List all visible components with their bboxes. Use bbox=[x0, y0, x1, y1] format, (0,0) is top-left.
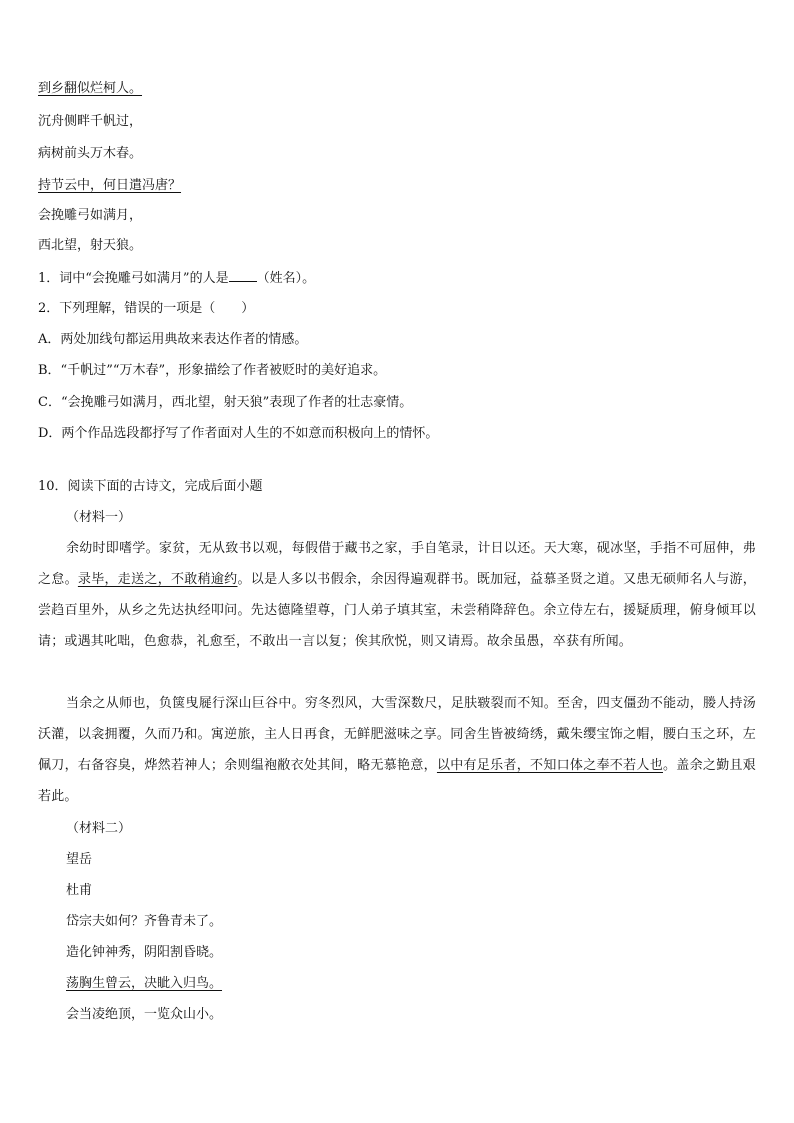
poem-line: 荡胸生曾云，决眦入归鸟。 bbox=[66, 976, 223, 991]
poem-line: 沉舟侧畔千帆过， bbox=[38, 114, 143, 129]
passage-text: 。以是人多以书假余，余因得遍观群书。既加冠，益慕圣贤之道。又患无硕师名人与游，尝趋百里外，从乡之先达执经叩问。先达德隆望尊，门人弟子填其室，未尝稍降辞色。余立侍左右，援疑质理，俯身倾耳以请；或遇其叱咄，色愈恭，礼愈至，不敢出一言以复；俟其欣悦，则又请焉。故余虽愚，卒获有所闻。 bbox=[38, 572, 756, 649]
passage-text: 。盖余之勤且艰若此。 bbox=[38, 758, 756, 804]
poem-line: 会当凌绝顶，一览众山小。 bbox=[66, 1007, 223, 1022]
question-1-suffix: （姓名）。 bbox=[256, 271, 316, 286]
poem-line: 西北望，射天狼。 bbox=[38, 238, 143, 253]
question-1-text: 1．词中“会挽雕弓如满月”的人是 bbox=[38, 271, 229, 286]
poem-author: 杜甫 bbox=[66, 883, 93, 898]
poem-line: 岱宗夫如何？齐鲁青未了。 bbox=[66, 914, 223, 929]
passage-paragraph-1 bbox=[38, 533, 756, 657]
answer-blank bbox=[229, 269, 257, 282]
question-2-stem: 2．下列理解，错误的一项是（ ） bbox=[38, 301, 255, 316]
poem-title: 望岳 bbox=[66, 852, 93, 867]
poem-line: 到乡翻似烂柯人。 bbox=[38, 81, 143, 96]
question-1 bbox=[38, 269, 315, 288]
material-2-label: （材料二） bbox=[66, 821, 132, 836]
poem-line: 造化钟神秀，阴阳割昏晓。 bbox=[66, 945, 223, 960]
passage-text: 当余之从师也，负箧曳屣行深山巨谷中。穷冬烈风，大雪深数尺，足肤皲裂而不知。至舍，四支僵劲不能动，媵人持汤沃灌，以衾拥覆，久而乃和。寓逆旅，主人日再食，无鲜肥滋味之享。同舍生皆被绮绣，戴朱缨宝饰之帽，腰白玉之环，左佩刀，右备容臭，烨然若神人；余则缊袍敝衣处其间，略无慕艳意， bbox=[38, 696, 756, 773]
option-c: C．“会挽雕弓如满月，西北望，射天狼”表现了作者的壮志豪情。 bbox=[38, 395, 413, 410]
poem-line: 持节云中，何日遣冯唐？ bbox=[38, 178, 182, 193]
passage-text: 余幼时即嗜学。家贫，无从致书以观，每假借于藏书之家，手自笔录，计日以还。天大寒，砚冰坚，手指不可屈伸，弗之怠。 bbox=[38, 541, 756, 587]
poem-line: 病树前头万木春。 bbox=[38, 146, 143, 161]
option-b: B．“千帆过”“万木春”，形象描绘了作者被贬时的美好追求。 bbox=[38, 363, 387, 378]
option-a: A．两处加线句都运用典故来表达作者的情感。 bbox=[38, 332, 308, 347]
passage-paragraph-2 bbox=[38, 688, 756, 812]
poem-line: 会挽雕弓如满月， bbox=[38, 208, 143, 223]
underlined-sentence: 录毕，走送之，不敢稍逾约 bbox=[77, 572, 238, 587]
underlined-sentence: 以中有足乐者，不知口体之奉不若人也 bbox=[436, 758, 663, 773]
material-1-label: （材料一） bbox=[66, 510, 132, 525]
question-10-title: 10．阅读下面的古诗文，完成后面小题 bbox=[38, 479, 263, 494]
option-d: D．两个作品选段都抒写了作者面对人生的不如意而积极向上的情怀。 bbox=[38, 426, 439, 441]
